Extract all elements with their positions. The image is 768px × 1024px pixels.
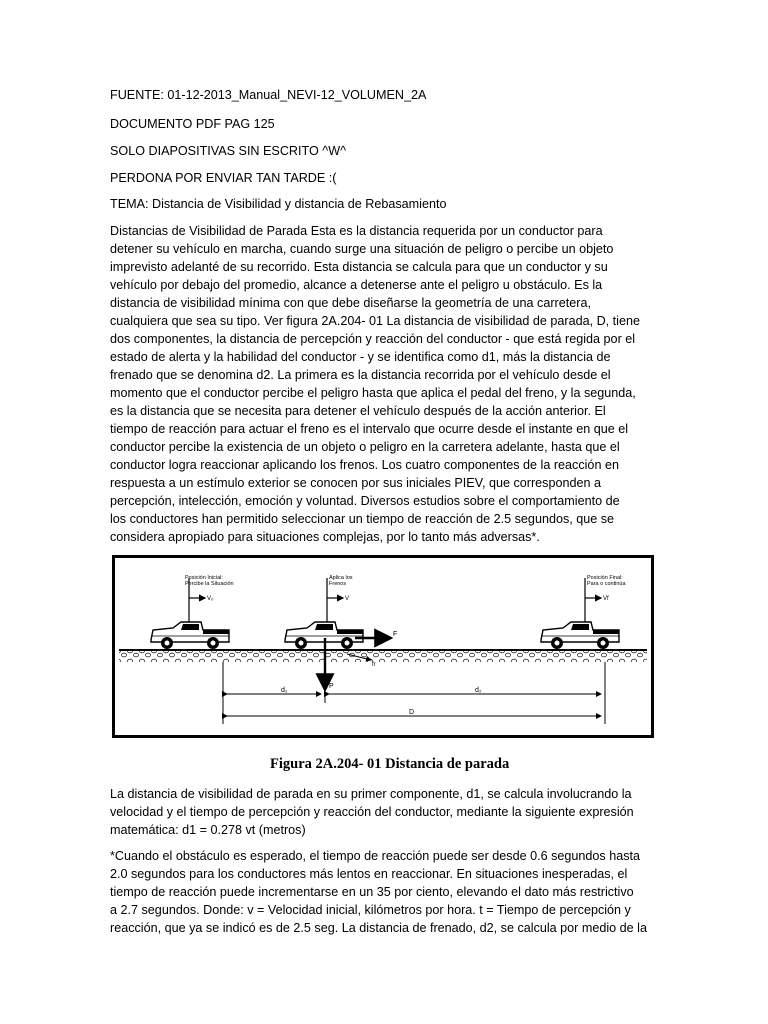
paragraph-line: vehículo por debajo del promedio, alcance a detenerse ante el peligro u obstáculo. Es la: [110, 278, 603, 292]
paragraph-line: velocidad y el tiempo de percepción y reacción del conductor, mediante la siguiente expresión: [110, 805, 634, 819]
label-F: F: [393, 631, 398, 638]
paragraph-line: momento que el conductor percibe el peligro hasta que aplica el pedal del freno, y la segunda,: [110, 386, 636, 400]
paragraph-line: reacción, que ya se indicó es de 2.5 seg. La distancia de frenado, d2, se calcula por medio de la: [110, 921, 647, 935]
paragraph-line: cualquiera que sea su tipo. Ver figura 2A.204- 01 La distancia de visibilidad de parada, D, tiene: [110, 314, 640, 328]
paragraph-line: conductor percibe la existencia de un objeto o peligro en la carretera adelante, hasta que el: [110, 440, 620, 454]
paragraph-stopping-distance: [110, 222, 670, 546]
paragraph-line: imprevisto adelanté de su recorrido. Esta distancia se calcula para que un conductor y su: [110, 260, 608, 274]
paragraph-line: los conductores han permitido seleccionar un tiempo de reacción de 2.5 segundos, que se: [110, 512, 615, 526]
paragraph-line: frenado que se denomina d2. La primera es la distancia recorrida por el vehículo desde el: [110, 368, 611, 382]
truck-final: [541, 622, 619, 649]
header-line-document: DOCUMENTO PDF PAG 125: [110, 117, 275, 131]
paragraph-line: matemática: d1 = 0.278 vt (metros): [110, 823, 306, 837]
paragraph-line: es la distancia que se necesita para detener el vehículo después de la acción anterior. El: [110, 404, 606, 418]
paragraph-line: tiempo de reacción para actuar el freno es el intervalo que ocurre desde el instante en que el: [110, 422, 629, 436]
label-v: V: [345, 596, 350, 602]
paragraph-line: Distancias de Visibilidad de Parada Esta es la distancia requerida por un conductor para: [110, 224, 603, 238]
label-initial-2: Percibe la Situación: [185, 581, 234, 587]
topic-text: Distancia de Visibilidad y distancia de Rebasamiento: [148, 197, 447, 211]
truck-initial: [151, 622, 229, 649]
paragraph-first-component: [110, 785, 670, 839]
label-D: D: [409, 709, 415, 716]
paragraph-line: 2.0 segundos para los conductores más lentos en reaccionar. En situaciones inesperadas, el: [110, 867, 628, 881]
label-d2: d₂: [475, 687, 482, 694]
header-line-note: SOLO DIAPOSITIVAS SIN ESCRITO ^W^: [110, 144, 346, 158]
label-brakes-2: Frenos: [329, 581, 347, 587]
stopping-distance-figure: [112, 555, 654, 738]
label-vf: Vf: [603, 596, 609, 602]
paragraph-line: dos componentes, la distancia de percepción y reacción del conductor - que está regida por el: [110, 332, 636, 346]
paragraph-line: respuesta a un estímulo exterior se conocen por sus iniciales PIEV, que corresponden a: [110, 476, 601, 490]
paragraph-line: detener su vehículo en marcha, cuando surge una situación de peligro o percibe un objeto: [110, 242, 614, 256]
stopping-distance-diagram: [115, 558, 651, 735]
paragraph-line: estado de alerta y la habilidad del conductor - y se identifica como d1, más la distancia de: [110, 350, 611, 364]
label-P: P: [329, 683, 334, 690]
road-surface: [119, 650, 647, 662]
header-line-source: FUENTE: 01-12-2013_Manual_NEVI-12_VOLUMEN_2A: [110, 88, 427, 102]
paragraph-line: distancia de visibilidad mínima con que debe diseñarse la geometría de una carretera,: [110, 296, 591, 310]
label-fr: fr: [372, 662, 376, 668]
topic-line: [110, 195, 670, 213]
paragraph-line: tiempo de reacción puede incrementarse en un 35 por ciento, elevando el dato más restrictivo: [110, 885, 634, 899]
label-brakes-1: Aplica los: [329, 575, 353, 581]
label-final-2: Para o continúa: [587, 581, 626, 587]
paragraph-line: conductor logra reaccionar aplicando los frenos. Los cuatro componentes de la reacción en: [110, 458, 619, 472]
paragraph-line: La distancia de visibilidad de parada en su primer componente, d1, se calcula involucrando la: [110, 787, 632, 801]
label-initial-1: Posición Inicial:: [185, 575, 223, 581]
paragraph-reaction-time: [110, 847, 670, 937]
figure-caption: Figura 2A.204- 01 Distancia de parada: [270, 756, 510, 772]
paragraph-line: *Cuando el obstáculo es esperado, el tiempo de reacción puede ser desde 0.6 segundos hasta: [110, 849, 641, 863]
paragraph-line: considera apropiado para situaciones complejas, por lo tanto más adversas*.: [110, 530, 540, 544]
header-line-apology: PERDONA POR ENVIAR TAN TARDE :(: [110, 171, 337, 185]
label-d1: d₁: [281, 687, 288, 694]
paragraph-line: a 2.7 segundos. Donde: v = Velocidad inicial, kilómetros por hora. t = Tiempo de percepción y: [110, 903, 631, 917]
label-v0: V₀: [207, 596, 214, 602]
label-final-1: Posición Final:: [587, 575, 623, 581]
paragraph-line: percepción, intelección, emoción y voluntad. Diversos estudios sobre el comportamiento de: [110, 494, 620, 508]
topic-label: TEMA:: [110, 197, 149, 211]
